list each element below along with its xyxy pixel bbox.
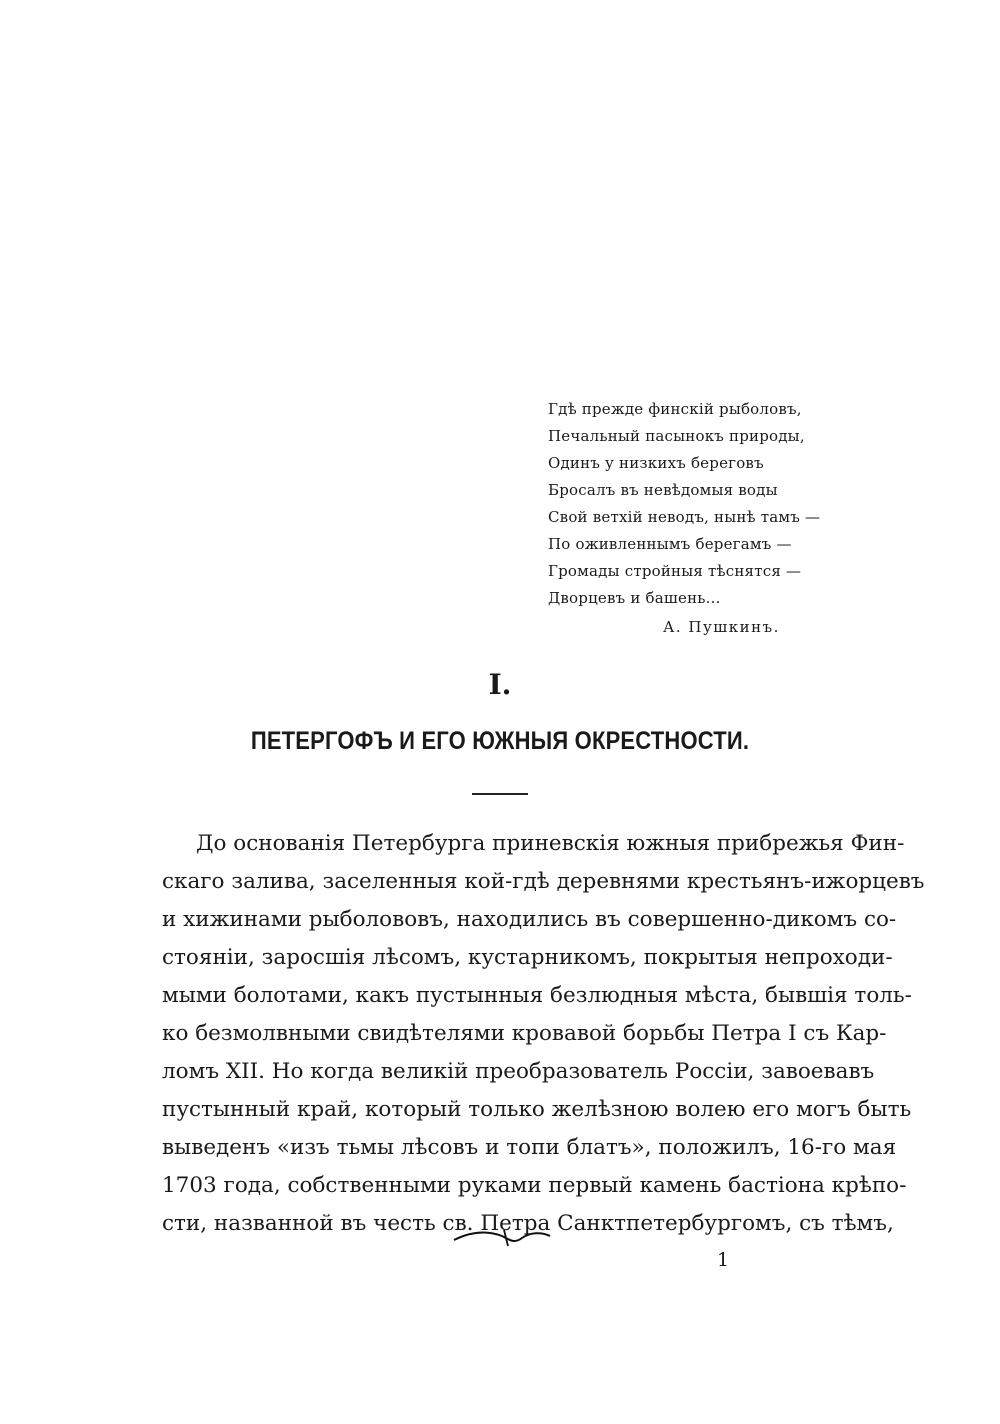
body-line: стояніи, заросшія лѣсомъ, кустарникомъ, покрытыя непроходи-: [162, 945, 893, 970]
body-line: ломъ XII. Но когда великій преобразователь Россіи, завоевавъ: [162, 1059, 875, 1084]
epigraph-line: Одинъ у низкихъ береговъ: [548, 454, 764, 472]
chapter-number: I.: [488, 668, 512, 701]
body-line: и хижинами рыболововъ, находились въ совершенно-дикомъ со-: [162, 907, 897, 932]
epigraph-line: Громады стройныя тѣснятся —: [548, 562, 802, 580]
epigraph-line: Свой ветхій неводъ, нынѣ тамъ —: [548, 508, 821, 526]
page-number: 1: [716, 1249, 730, 1271]
epigraph-attribution: А. Пушкинъ.: [663, 618, 780, 636]
handwritten-strike-mark: [452, 1224, 552, 1250]
body-line: мыми болотами, какъ пустынныя безлюдныя мѣста, бывшія толь-: [162, 983, 912, 1008]
epigraph: [548, 396, 878, 641]
body-line: сти, названной въ честь св. Петра Санктпетербургомъ, съ тѣмъ,: [162, 1211, 894, 1236]
epigraph-line: Бросалъ въ невѣдомыя воды: [548, 481, 778, 499]
epigraph-line: Печальный пасынокъ природы,: [548, 427, 805, 445]
body-text: [162, 825, 925, 1243]
chapter-title: ПЕТЕРГОФЪ И ЕГО ЮЖНЫЯ ОКРЕСТНОСТИ.: [250, 727, 750, 755]
body-line: До основанія Петербурга приневскія южныя прибрежья Фин-: [196, 831, 905, 856]
body-line: 1703 года, собственными руками первый камень бастіона крѣпо-: [162, 1173, 907, 1198]
body-line: пустынный край, который только желѣзною волею его могъ быть: [162, 1097, 912, 1122]
epigraph-line: По оживленнымъ берегамъ —: [548, 535, 792, 553]
title-divider: [472, 793, 528, 795]
epigraph-line: Дворцевъ и башень...: [548, 589, 721, 607]
body-line: ко безмолвными свидѣтелями кровавой борьбы Петра I съ Кар-: [162, 1021, 887, 1046]
body-line: скаго залива, заселенныя кой-гдѣ деревнями крестьянъ-ижорцевъ: [162, 869, 925, 894]
body-line: выведенъ «изъ тьмы лѣсовъ и топи блатъ», положилъ, 16-го мая: [162, 1135, 897, 1160]
epigraph-line: Гдѣ прежде финскій рыболовъ,: [548, 400, 802, 418]
